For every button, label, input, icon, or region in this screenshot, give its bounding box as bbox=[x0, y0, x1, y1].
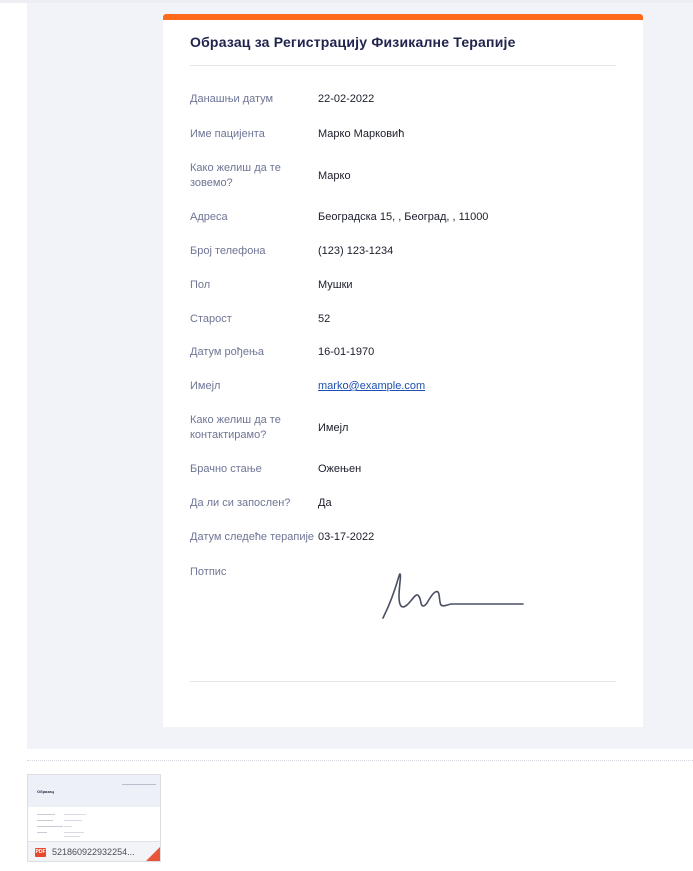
field-value: Марко bbox=[318, 169, 351, 182]
field-label: Име пацијента bbox=[190, 128, 265, 140]
field-value: 16-01-1970 bbox=[318, 346, 375, 358]
field-value: (123) 123-1234 bbox=[318, 245, 394, 257]
attachments-separator bbox=[27, 760, 693, 761]
thumbnail-line bbox=[64, 836, 80, 837]
signature-icon bbox=[377, 572, 525, 622]
field-row-phone bbox=[190, 244, 616, 259]
field-row-next-therapy-date bbox=[190, 530, 616, 545]
field-row-patient-name bbox=[190, 127, 616, 142]
attachment-file-bar[interactable] bbox=[28, 841, 161, 862]
thumbnail-line bbox=[64, 832, 84, 833]
field-row-employed bbox=[190, 496, 616, 511]
bottom-divider bbox=[190, 681, 616, 682]
thumbnail-line bbox=[64, 814, 86, 815]
field-row-address bbox=[190, 210, 616, 225]
field-label: Како желиш да те зовемо? bbox=[190, 162, 281, 189]
thumbnail-line bbox=[64, 820, 82, 821]
field-row-todays-date bbox=[190, 92, 616, 107]
field-label: Данашњи датум bbox=[190, 93, 274, 105]
title-divider bbox=[190, 65, 616, 66]
field-label: Адреса bbox=[190, 211, 228, 223]
field-row-email bbox=[190, 379, 616, 394]
field-label: Датум следеће терапије bbox=[190, 531, 315, 543]
field-row-marital-status bbox=[190, 462, 616, 477]
field-value: Мушки bbox=[318, 279, 353, 291]
field-label: Како желиш да те контактирамо? bbox=[190, 414, 281, 441]
field-label: Да ли си запослен? bbox=[190, 497, 291, 509]
field-row-preferred-name bbox=[190, 161, 616, 191]
field-value: 52 bbox=[318, 313, 331, 325]
thumbnail-line bbox=[37, 826, 63, 827]
attachment-thumbnail[interactable] bbox=[27, 774, 161, 862]
thumbnail-line bbox=[37, 820, 53, 821]
field-label: Број телефона bbox=[190, 245, 266, 257]
field-row-contact-preference bbox=[190, 413, 616, 443]
field-label: Потпис bbox=[190, 566, 227, 578]
field-value: Да bbox=[318, 497, 332, 509]
field-row-birth-date bbox=[190, 345, 616, 360]
thumbnail-line bbox=[64, 826, 72, 827]
field-label: Имејл bbox=[190, 380, 221, 392]
field-value: 22-02-2022 bbox=[318, 93, 375, 105]
field-value: Београдска 15, , Београд, , 11000 bbox=[318, 211, 489, 223]
thumbnail-line bbox=[37, 832, 47, 833]
thumbnail-header bbox=[28, 775, 161, 807]
field-row-gender bbox=[190, 278, 616, 293]
form-title: Образац за Регистрацију Физикалне Терапије bbox=[190, 34, 516, 50]
field-label: Брачно стање bbox=[190, 463, 262, 475]
field-label: Старост bbox=[190, 313, 232, 325]
field-label: Пол bbox=[190, 279, 211, 291]
pdf-file-icon: PDF bbox=[35, 849, 46, 855]
field-value: 03-17-2022 bbox=[318, 531, 375, 543]
page-fold-corner bbox=[146, 847, 160, 861]
email-link[interactable]: marko@example.com bbox=[318, 380, 426, 392]
thumbnail-line bbox=[37, 814, 55, 815]
field-value: Ожењен bbox=[318, 463, 362, 475]
attachment-file-name[interactable]: 521860922932254... bbox=[52, 847, 135, 857]
thumbnail-corner-text bbox=[122, 784, 156, 785]
field-row-age bbox=[190, 312, 616, 327]
field-value: Марко Марковић bbox=[318, 128, 405, 140]
card-accent-bar bbox=[163, 14, 643, 20]
field-label: Датум рођења bbox=[190, 346, 265, 358]
field-value: Имејл bbox=[318, 421, 349, 434]
form-card bbox=[163, 14, 643, 727]
thumbnail-title: Образац bbox=[37, 789, 54, 794]
